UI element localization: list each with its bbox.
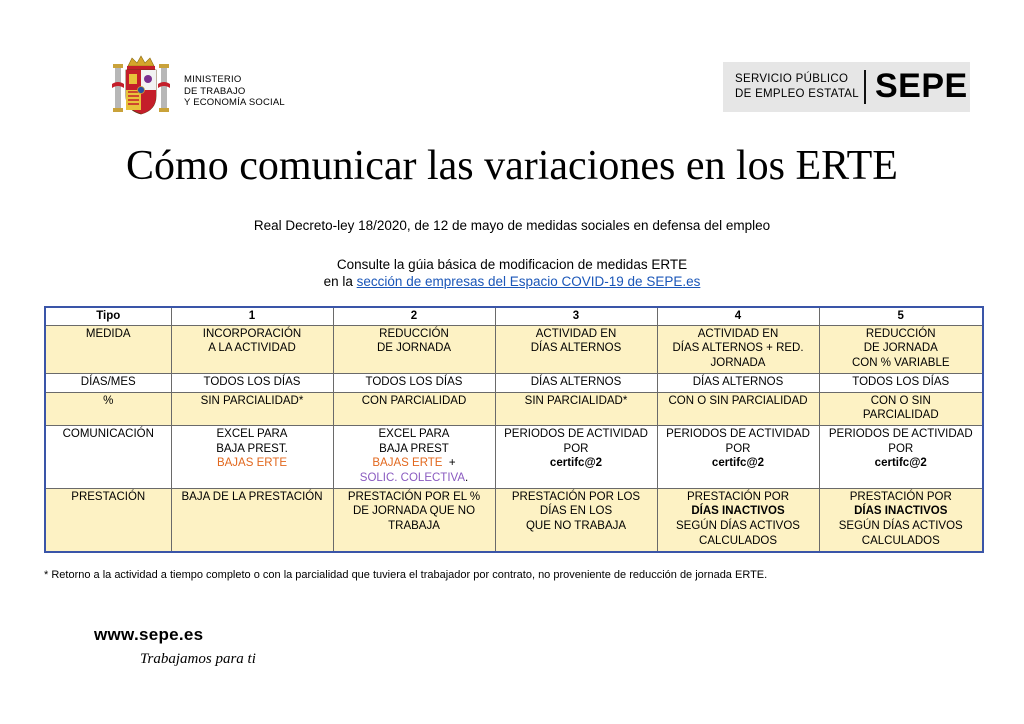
bajas-erte-label: BAJAS ERTE xyxy=(372,457,443,470)
cell-line: SIN PARCIALIDAD* xyxy=(524,394,628,407)
row-label: PRESTACIÓN xyxy=(45,488,171,551)
cell-line: PERIODOS DE ACTIVIDAD xyxy=(828,427,973,440)
table-cell: DÍAS ALTERNOS xyxy=(657,373,819,392)
cell-line: SIN PARCIALIDAD* xyxy=(200,394,304,407)
cell-line: CON PARCIALIDAD xyxy=(361,394,467,407)
sepe-organization-name xyxy=(735,72,859,102)
cell-line: PRESTACIÓN POR xyxy=(849,490,952,503)
website-url: www.sepe.es xyxy=(94,625,204,644)
table-cell xyxy=(657,488,819,551)
cell-line: A LA ACTIVIDAD xyxy=(208,342,296,355)
cell-line: EXCEL PARA xyxy=(378,427,450,440)
dias-inactivos-label: DÍAS INACTIVOS xyxy=(854,505,948,518)
cell-line xyxy=(336,456,493,471)
sepe-covid-section-link[interactable]: sección de empresas del Espacio COVID-19 de SEPE.es xyxy=(356,274,701,289)
ministry-name xyxy=(184,74,285,109)
cell-line: BAJA DE LA PRESTACIÓN xyxy=(181,490,323,503)
dias-inactivos-label: DÍAS INACTIVOS xyxy=(691,505,785,518)
period: . xyxy=(465,472,469,485)
cell-line: EXCEL PARA xyxy=(216,427,288,440)
table-cell xyxy=(333,325,495,373)
row-label: MEDIDA xyxy=(45,325,171,373)
row-label: % xyxy=(45,392,171,425)
erte-table xyxy=(44,306,984,553)
cell-line: CON % VARIABLE xyxy=(851,357,950,370)
solic-colectiva-label: SOLIC. COLECTIVA xyxy=(359,472,466,485)
table-row-comunicacion xyxy=(45,425,983,488)
cell-line: TRABAJA xyxy=(388,520,440,533)
sepe-wordmark: SEPE xyxy=(875,67,968,105)
table-row-medida xyxy=(45,325,983,373)
page-subtitle: Real Decreto-ley 18/2020, de 12 de mayo de medidas sociales en defensa del empleo xyxy=(253,218,771,233)
table-cell xyxy=(657,392,819,425)
table-cell xyxy=(171,425,333,488)
cell-line: BAJA PREST xyxy=(379,442,449,455)
column-header: 1 xyxy=(171,307,333,325)
consult-line: Consulte la gúia básica de modificacion de medidas ERTE xyxy=(336,257,688,272)
table-cell xyxy=(819,325,983,373)
table-cell xyxy=(495,488,657,551)
column-header: 4 xyxy=(657,307,819,325)
certifca-label: certifc@2 xyxy=(874,457,927,470)
table-cell xyxy=(495,425,657,488)
spain-coat-of-arms-icon xyxy=(112,54,170,116)
ministry-line: MINISTERIO xyxy=(184,74,242,85)
cell-line: CON O SIN xyxy=(870,394,931,407)
cell-line: DÍAS ALTERNOS xyxy=(530,342,622,355)
column-header: 5 xyxy=(819,307,983,325)
ministry-line: DE TRABAJO xyxy=(184,85,246,97)
sepe-org-line: SERVICIO PÚBLICO xyxy=(735,73,849,85)
cell-line: REDUCCIÓN xyxy=(865,327,936,340)
page-title: Cómo comunicar las variaciones en los ERTE xyxy=(126,143,898,189)
table-row-dias xyxy=(45,373,983,392)
plus-sign: + xyxy=(448,457,456,470)
table-cell xyxy=(333,425,495,488)
column-header: Tipo xyxy=(45,307,171,325)
certifca-label: certifc@2 xyxy=(549,457,603,470)
column-header: 3 xyxy=(495,307,657,325)
footnote: * Retorno a la actividad a tiempo completo o con la parcialidad que tuviera el trabajador por contrato, no proveniente de reducción de jornada ERTE. xyxy=(44,569,768,581)
table-cell xyxy=(333,392,495,425)
cell-line: PRESTACIÓN POR EL % xyxy=(347,490,481,503)
table-cell xyxy=(657,325,819,373)
table-cell: TODOS LOS DÍAS xyxy=(819,373,983,392)
table-cell xyxy=(819,488,983,551)
cell-line: PERIODOS DE ACTIVIDAD xyxy=(504,427,648,440)
cell-line: CALCULADOS xyxy=(861,534,940,547)
cell-line: PARCIALIDAD xyxy=(862,409,939,422)
table-cell: TODOS LOS DÍAS xyxy=(333,373,495,392)
cell-line: JORNADA xyxy=(710,357,766,370)
table-cell xyxy=(495,325,657,373)
cell-line: INCORPORACIÓN xyxy=(202,327,302,340)
cell-line: REDUCCIÓN xyxy=(379,327,449,340)
bajas-erte-label: BAJAS ERTE xyxy=(216,457,288,470)
ministry-line: Y ECONOMÍA SOCIAL xyxy=(184,97,285,108)
sepe-logo-box xyxy=(723,62,970,112)
tagline: Trabajamos para ti xyxy=(140,651,256,667)
ministry-logo xyxy=(112,54,312,116)
table-cell xyxy=(657,425,819,488)
cell-line: SEGÚN DÍAS ACTIVOS xyxy=(676,520,800,533)
cell-line: BAJA PREST. xyxy=(216,442,288,455)
table-cell xyxy=(171,325,333,373)
consult-prefix: en la xyxy=(323,274,357,289)
table-row-porcentaje xyxy=(45,392,983,425)
table-cell xyxy=(171,392,333,425)
cell-line: QUE NO TRABAJA xyxy=(525,520,627,533)
cell-line: ACTIVIDAD EN xyxy=(535,327,617,340)
cell-line: DE JORNADA xyxy=(376,342,452,355)
logo-divider xyxy=(864,70,866,104)
cell-line: ACTIVIDAD EN xyxy=(697,327,779,340)
consult-link-line xyxy=(0,273,1024,290)
table-cell: TODOS LOS DÍAS xyxy=(171,373,333,392)
table-header-row xyxy=(45,307,983,325)
cell-line: CALCULADOS xyxy=(699,534,777,547)
certifca-label: certifc@2 xyxy=(711,457,765,470)
sepe-org-line: DE EMPLEO ESTATAL xyxy=(735,88,859,100)
cell-line: DE JORNADA xyxy=(863,342,938,355)
cell-line: POR xyxy=(563,442,589,455)
consult-note xyxy=(0,256,1024,290)
cell-line: POR xyxy=(888,442,914,455)
cell-line: DÍAS EN LOS xyxy=(539,505,613,518)
table-cell xyxy=(495,392,657,425)
cell-line: PERIODOS DE ACTIVIDAD xyxy=(666,427,810,440)
cell-line: CON O SIN PARCIALIDAD xyxy=(668,394,808,407)
table-cell: DÍAS ALTERNOS xyxy=(495,373,657,392)
cell-line: POR xyxy=(725,442,751,455)
cell-line xyxy=(336,471,493,486)
cell-line: SEGÚN DÍAS ACTIVOS xyxy=(838,520,963,533)
column-header: 2 xyxy=(333,307,495,325)
table-row-prestacion xyxy=(45,488,983,551)
cell-line: PRESTACIÓN POR xyxy=(686,490,790,503)
table-cell xyxy=(819,425,983,488)
cell-line: DE JORNADA QUE NO xyxy=(352,505,476,518)
cell-line: PRESTACIÓN POR LOS xyxy=(511,490,641,503)
cell-line: DÍAS ALTERNOS + RED. xyxy=(672,342,804,355)
table-cell xyxy=(819,392,983,425)
row-label: COMUNICACIÓN xyxy=(45,425,171,488)
table-cell xyxy=(333,488,495,551)
table-cell xyxy=(171,488,333,551)
row-label: DÍAS/MES xyxy=(45,373,171,392)
